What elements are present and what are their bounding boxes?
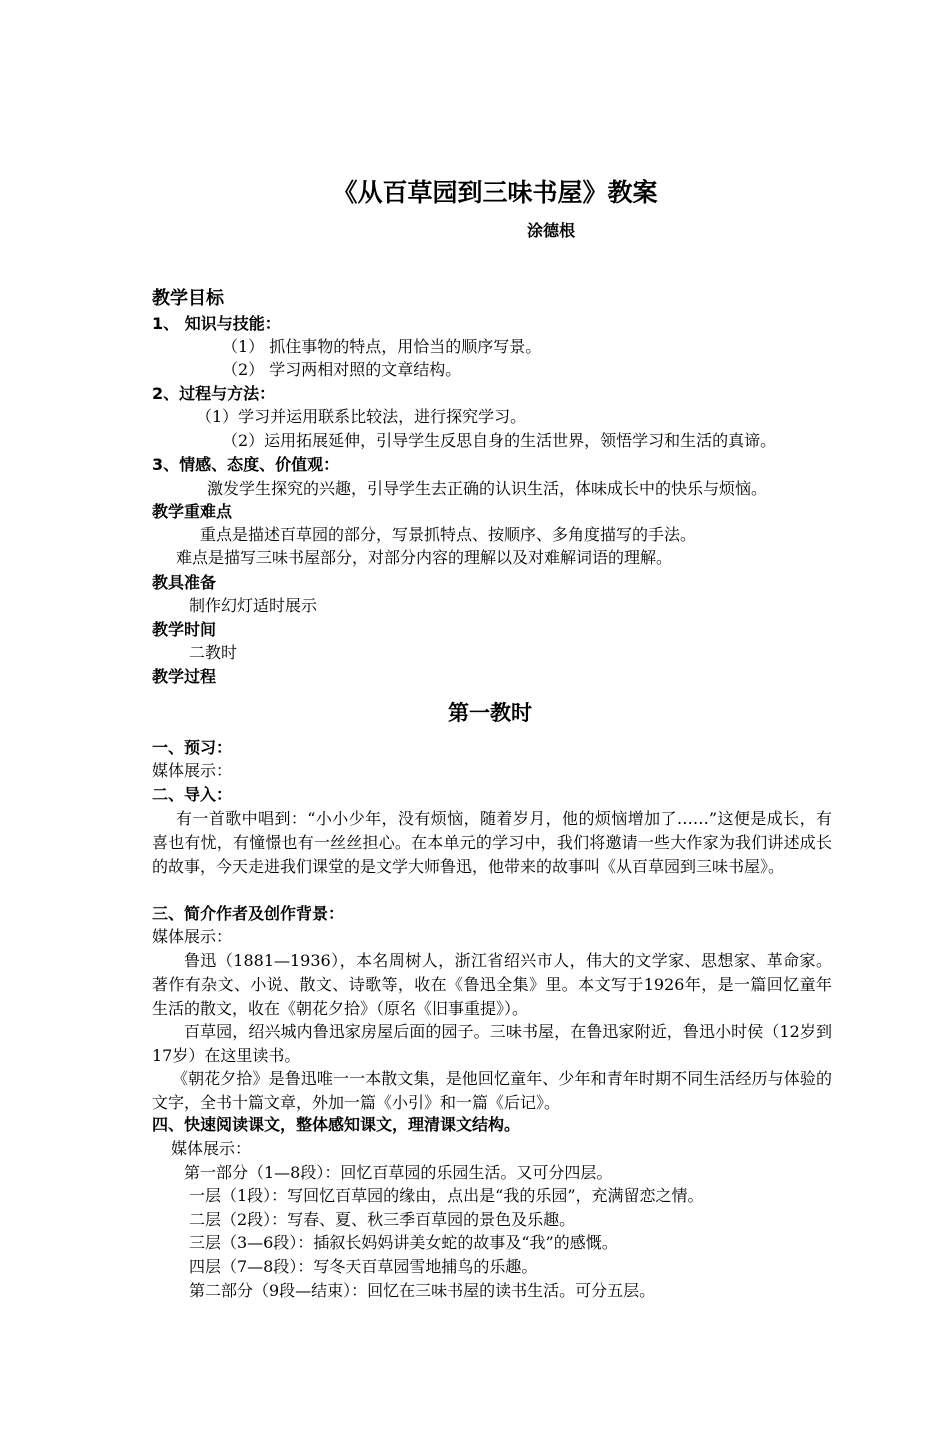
tools-text: 制作幻灯适时展示 [189,596,318,615]
difficulty-hard-point: 难点是描写三味书屋部分，对部分内容的理解以及对难解词语的理解。 [176,548,673,567]
knowledge-item-1: （1） 抓住事物的特点，用恰当的顺序写景。 [222,337,542,356]
section-4-layer-1: 一层（1段）：写回忆百草园的缘由，点出是“我的乐园”，充满留恋之情。 [189,1186,704,1205]
section-4-media: 媒体展示： [171,1139,252,1158]
section-1-heading: 一、预习： [152,738,233,757]
section-4-layer-3: 三层（3—6段）：插叙长妈妈讲美女蛇的故事及“我”的感慨。 [189,1233,618,1252]
time-text: 二教时 [189,643,238,662]
process-method-item-1: （1）学习并运用联系比较法，进行探究学习。 [196,407,527,426]
section-4-layer-4: 四层（7—8段）：写冬天百草园雪地捕鸟的乐趣。 [189,1257,538,1276]
process-method-heading: 2、过程与方法： [152,384,276,403]
difficulty-key-point: 重点是描述百草园的部分，写景抓特点、按顺序、多角度描写的手法。 [200,525,697,544]
section-2-heading: 二、导入： [152,785,233,804]
section-2-paragraph: 有一首歌中唱到：“小小少年，没有烦恼，随着岁月，他的烦恼增加了……”这便是成长，有喜也有忧，有憧憬也有一丝丝担心。在本单元的学习中，我们将邀请一些大作家为我们讲述成长的故事，今天走进我们课堂的是文学大师鲁迅，他带来的故事叫《从百草园到三味书屋》。 [152,809,832,876]
section-3-paragraph-2: 百草园，绍兴城内鲁迅家房屋后面的园子。三味书屋，在鲁迅家附近，鲁迅小时侯（12岁到17岁）在这里读书。 [152,1022,832,1065]
document-title: 《从百草园到三味书屋》教案 [332,178,658,207]
section-4-part-1: 第一部分（1—8段）：回忆百草园的乐园生活。又可分四层。 [184,1163,613,1182]
difficulty-heading: 教学重难点 [152,502,233,521]
section-3-paragraph-1: 鲁迅（1881—1936），本名周树人，浙江省绍兴市人，伟大的文学家、思想家、革命家。著作有杂文、小说、散文、诗歌等，收在《鲁迅全集》里。本文写于1926年，是一篇回忆童年生活的散文，收在《朝花夕拾》（原名《旧事重提》）。 [152,951,832,1018]
lesson-one-heading: 第一教时 [448,701,532,725]
knowledge-heading: 1、 知识与技能： [152,314,281,333]
section-4-heading: 四、快速阅读课文，整体感知课文，理清课文结构。 [152,1115,521,1134]
values-text: 激发学生探究的兴趣，引导学生去正确的认识生活，体味成长中的快乐与烦恼。 [207,479,768,498]
section-1-text: 媒体展示： [152,761,233,780]
section-3-heading: 三、简介作者及创作背景： [152,904,345,923]
time-heading: 教学时间 [152,620,217,639]
process-method-item-2: （2）运用拓展延伸，引导学生反思自身的生活世界，领悟学习和生活的真谛。 [222,431,777,450]
section-3-paragraph-3: 《朝花夕拾》是鲁迅唯一一本散文集，是他回忆童年、少年和青年时期不同生活经历与体验的文字，全书十篇文章，外加一篇《小引》和一篇《后记》。 [152,1069,832,1112]
section-4-layer-2: 二层（2段）：写春、夏、秋三季百草园的景色及乐趣。 [189,1210,576,1229]
tools-heading: 教具准备 [152,573,217,592]
section-3-media: 媒体展示： [152,927,233,946]
values-heading: 3、情感、态度、价值观： [152,455,340,474]
section-4-part-2: 第二部分（9段—结束）：回忆在三味书屋的读书生活。可分五层。 [189,1281,656,1300]
author-name: 涂德根 [527,221,576,240]
knowledge-item-2: （2） 学习两相对照的文章结构。 [222,360,462,379]
process-heading: 教学过程 [152,667,217,686]
goals-heading: 教学目标 [152,288,224,309]
